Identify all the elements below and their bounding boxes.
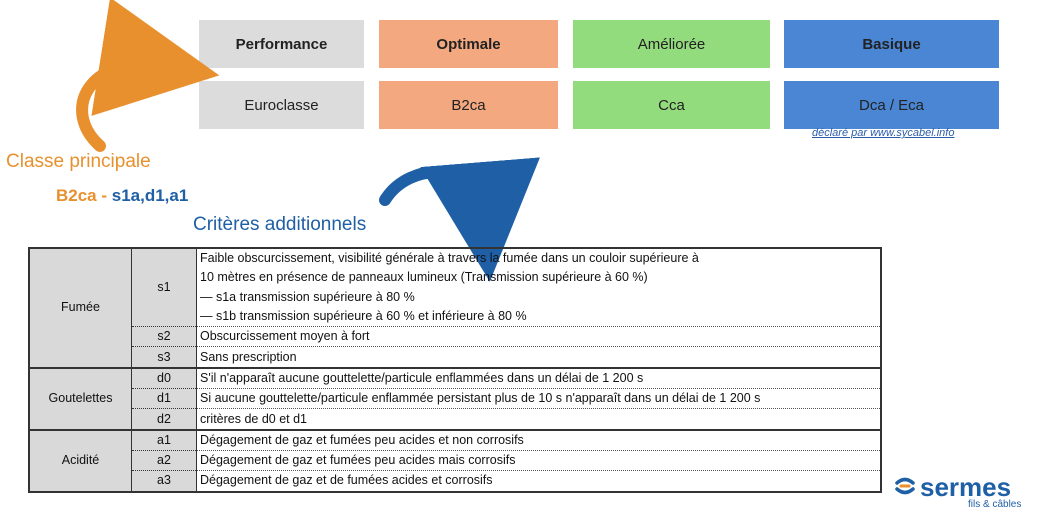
euroclasse-basique: Dca / Eca bbox=[784, 81, 999, 129]
optimale-label: Optimale bbox=[379, 20, 558, 68]
code-d2: d2 bbox=[132, 409, 197, 430]
desc-s1-line1: Faible obscurcissement, visibilité générale à travers la fumée dans un couloir supérieure à bbox=[200, 251, 699, 266]
desc-s2: Obscurcissement moyen à fort bbox=[197, 327, 882, 347]
class-code-sep: - bbox=[96, 186, 112, 205]
desc-s1-line3: — s1a transmission supérieure à 80 % bbox=[200, 289, 415, 304]
table-row bbox=[29, 430, 881, 451]
desc-d2: critères de d0 et d1 bbox=[197, 409, 882, 430]
group-goutelettes: Goutelettes bbox=[29, 368, 132, 430]
table-row bbox=[29, 347, 881, 368]
code-a2: a2 bbox=[132, 450, 197, 470]
code-s3: s3 bbox=[132, 347, 197, 368]
orange-curved-arrow-icon bbox=[82, 65, 160, 146]
desc-s3: Sans prescription bbox=[197, 347, 882, 368]
performance-label: Performance bbox=[199, 20, 364, 68]
code-a1: a1 bbox=[132, 430, 197, 451]
classe-principale-title: Classe principale bbox=[6, 151, 151, 172]
desc-a1: Dégagement de gaz et fumées peu acides et non corrosifs bbox=[197, 430, 882, 451]
table-row bbox=[29, 327, 881, 347]
desc-s1-line4: — s1b transmission supérieure à 60 % et inférieure à 80 % bbox=[197, 307, 882, 327]
table-row bbox=[29, 248, 881, 268]
sermes-logo-subtitle: fils & câbles bbox=[968, 499, 1022, 510]
criteria-table bbox=[28, 247, 882, 493]
sermes-logo-icon bbox=[893, 474, 917, 500]
basique-label: Basique bbox=[784, 20, 999, 68]
code-d0: d0 bbox=[132, 368, 197, 389]
class-code bbox=[56, 186, 188, 206]
table-row bbox=[29, 368, 881, 389]
table-row bbox=[29, 409, 881, 430]
desc-a3: Dégagement de gaz et de fumées acides et corrosifs bbox=[197, 471, 882, 492]
sycabel-note-link[interactable]: déclaré par www.sycabel.info bbox=[812, 127, 955, 139]
desc-s1-line2: 10 mètres en présence de panneaux lumineux (Transmission supérieure à 60 %) bbox=[200, 270, 648, 285]
class-code-extra: s1a,d1,a1 bbox=[111, 186, 189, 205]
amelioree-label: Améliorée bbox=[573, 20, 770, 68]
desc-d1: Si aucune gouttelette/particule enflammée persistant plus de 10 s n'apparaît dans un délai de 1 200 s bbox=[197, 389, 882, 409]
group-acidite: Acidité bbox=[29, 430, 132, 492]
group-fumee: Fumée bbox=[29, 248, 132, 368]
euroclasse-amelioree: Cca bbox=[573, 81, 770, 129]
euroclasse-label: Euroclasse bbox=[199, 81, 364, 129]
table-row bbox=[29, 450, 881, 470]
euroclasse-optimale: B2ca bbox=[379, 81, 558, 129]
code-d1: d1 bbox=[132, 389, 197, 409]
desc-d0: S'il n'apparaît aucune gouttelette/particule enflammées dans un délai de 1 200 s bbox=[197, 368, 882, 389]
class-code-main: B2ca bbox=[56, 186, 97, 205]
code-a3: a3 bbox=[132, 471, 197, 492]
code-s1: s1 bbox=[132, 248, 197, 327]
criteres-additionnels-title: Critères additionnels bbox=[193, 214, 367, 235]
table-row bbox=[29, 389, 881, 409]
blue-curved-arrow-icon bbox=[385, 172, 485, 222]
code-s2: s2 bbox=[132, 327, 197, 347]
desc-a2: Dégagement de gaz et fumées peu acides mais corrosifs bbox=[197, 450, 882, 470]
sermes-logo-word: sermes bbox=[920, 472, 1012, 502]
table-row bbox=[29, 471, 881, 492]
